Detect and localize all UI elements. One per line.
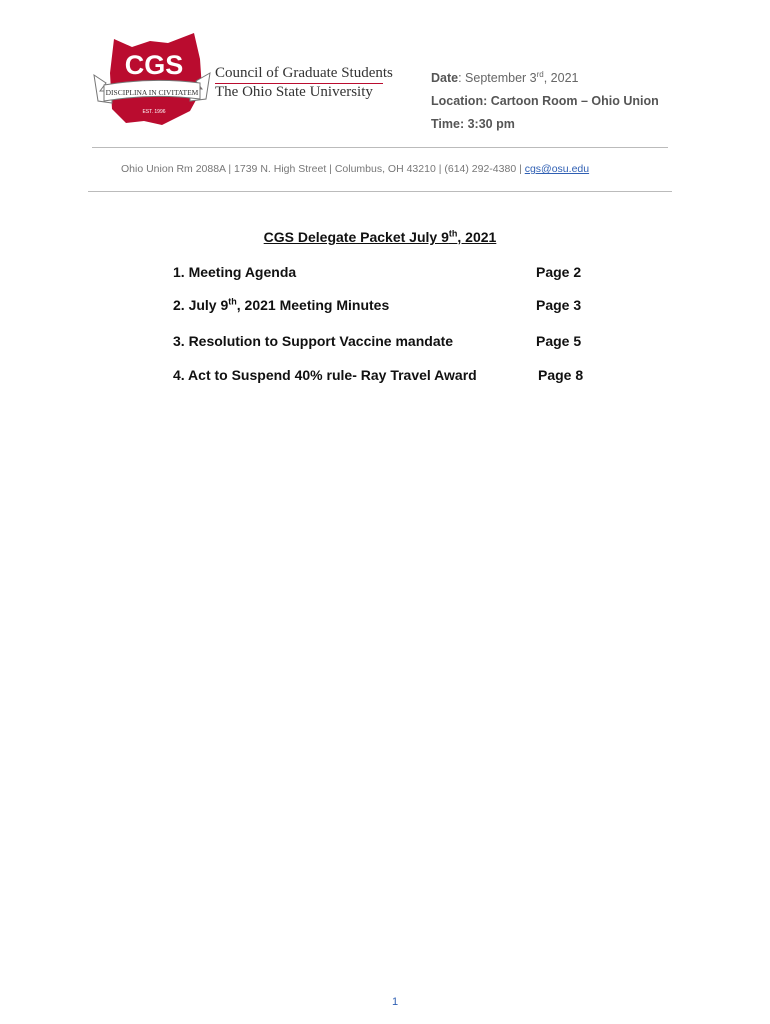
logo-motto: DISCIPLINA IN CIVITATEM xyxy=(105,88,199,97)
toc-item-resolution: 3. Resolution to Support Vaccine mandate xyxy=(173,333,454,349)
time-text: Time: 3:30 pm xyxy=(431,117,515,131)
minutes-post: , 2021 Meeting Minutes xyxy=(236,297,390,313)
toc-page-agenda: Page 2 xyxy=(536,264,582,280)
title-sup: th xyxy=(448,228,458,239)
email-link[interactable]: cgs@osu.edu xyxy=(524,163,590,175)
org-name xyxy=(215,64,393,84)
meeting-time xyxy=(431,117,515,131)
minutes-sup: th xyxy=(228,296,237,307)
meeting-date xyxy=(431,71,579,85)
minutes-pre: 2. July 9 xyxy=(173,297,229,313)
date-sup: rd xyxy=(536,69,544,79)
logo-letters: CGS xyxy=(124,50,184,80)
header-divider-top xyxy=(92,147,668,148)
toc-item-minutes xyxy=(173,297,389,313)
document-title xyxy=(0,229,760,245)
title-post: , 2021 xyxy=(457,229,497,245)
address-line xyxy=(121,163,589,175)
org-subtitle: The Ohio State University xyxy=(215,84,373,100)
address-text: Ohio Union Rm 2088A | 1739 N. High Street | Columbus, OH 43210 | (614) 292-4380 | xyxy=(121,163,525,175)
ohio-shape-logo-icon xyxy=(92,33,212,131)
date-post: , 2021 xyxy=(543,71,579,85)
toc-page-resolution: Page 5 xyxy=(536,333,582,349)
toc-item-act: 4. Act to Suspend 40% rule- Ray Travel Award xyxy=(173,367,477,383)
cgs-logo xyxy=(92,33,212,131)
org-name-text: Council of Graduate Students xyxy=(215,65,393,81)
date-pre: : September 3 xyxy=(458,71,537,85)
location-text: Location: Cartoon Room – Ohio Union xyxy=(431,94,659,108)
toc-page-act: Page 8 xyxy=(538,367,584,383)
date-label: Date xyxy=(431,71,459,85)
title-pre: CGS Delegate Packet July 9 xyxy=(263,229,449,245)
toc-page-minutes: Page 3 xyxy=(536,297,582,313)
toc-item-agenda: 1. Meeting Agenda xyxy=(173,264,297,280)
logo-est: EST. 1996 xyxy=(142,109,166,115)
page-number: 1 xyxy=(391,996,399,1008)
meeting-location xyxy=(431,94,659,108)
header-divider-bottom xyxy=(88,191,672,192)
